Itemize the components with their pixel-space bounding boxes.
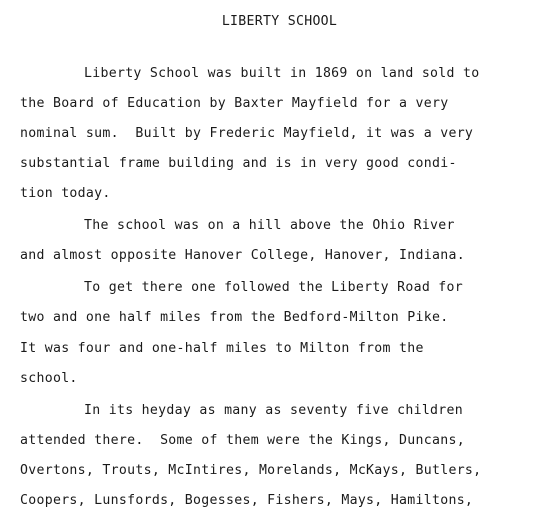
text-line: nominal sum. Built by Frederic Mayfield, it was a very [20,126,474,141]
text-line: It was four and one-half miles to Milton from the [20,341,424,356]
text-line: Overtons, Trouts, McIntires, Morelands, McKays, Butlers, [20,463,482,478]
text-line: In its heyday as many as seventy five children [84,403,464,418]
text-line: two and one half miles from the Bedford-Milton Pike. [20,310,449,325]
text-line: Liberty School was built in 1869 on land sold to [84,66,480,81]
text-line: attended there. Some of them were the Kings, Duncans, [20,433,465,448]
text-line: the Board of Education by Baxter Mayfield for a very [20,96,449,111]
text-line: To get there one followed the Liberty Road for [84,280,464,295]
text-line: substantial frame building and is in very good condi- [20,156,457,171]
document-title: LIBERTY SCHOOL [221,14,338,29]
text-line: The school was on a hill above the Ohio River [84,218,455,233]
text-line: tion today. [20,186,111,201]
text-line: and almost opposite Hanover College, Hanover, Indiana. [20,248,465,263]
text-line: Coopers, Lunsfords, Bogesses, Fishers, Mays, Hamiltons, [20,493,474,508]
text-line: school. [20,371,78,386]
